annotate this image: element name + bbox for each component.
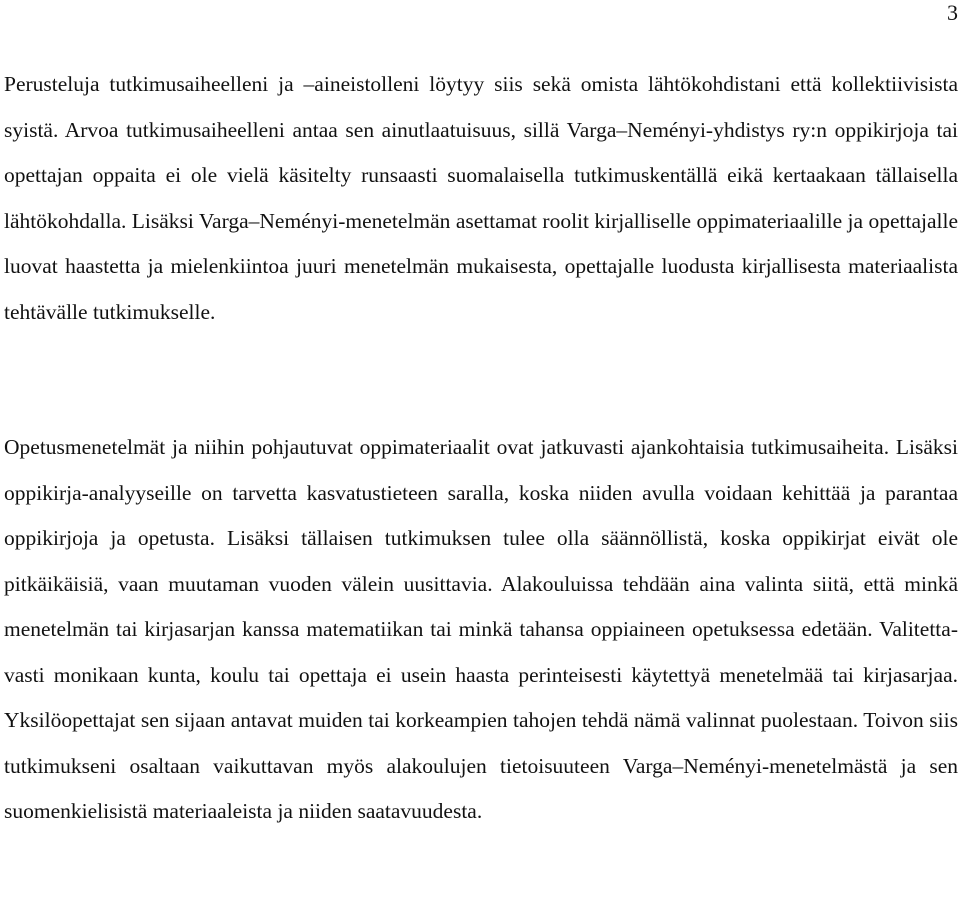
page-number: 3 (947, 0, 958, 25)
body-paragraph-1: Perusteluja tutkimusaiheelleni ja –aineistolleni löytyy siis sekä omista lähtökohdistani että kollektiivisista syistä. Arvoa tutkimusaiheelleni antaa sen ainutlaatuisuus, sillä Varga–Neményi-yhdistys ry:n oppikirjoja tai opettajan oppaita ei ole vielä käsitelty runsaasti suomalaisella tutkimuskentällä eikä kertaakaan tällaisella lähtökohdalla. Lisäksi Varga–Neményi-menetelmän asettamat roolit kirjalliselle oppimateriaalille ja opettajalle luovat haastetta ja mielenkiintoa juuri menetelmän mukaisesta, opettajalle luodusta kirjallisesta materiaalista tehtävälle tutkimukselle. (4, 72, 958, 324)
body-paragraph-2: Opetusmenetelmät ja niihin pohjautuvat oppimateriaalit ovat jatkuvasti ajankohtaisia tutkimusaiheita. Lisäksi oppikirja-analyyseille on tarvetta kasvatustieteen saralla, koska niiden avulla voidaan kehittää ja parantaa oppikirjoja ja opetusta. Lisäksi tällaisen tutkimuksen tulee olla säännöllistä, koska oppikirjat eivät ole pitkäikäisiä, vaan muutaman vuoden välein uusittavia. Alakouluissa tehdään aina valinta siitä, että minkä menetelmän tai kirjasarjan kanssa matematiikan tai minkä tahansa oppiaineen opetuksessa edetään. Valitettavasti monikaan kunta, koulu tai opettaja ei usein haasta perinteisesti käytettyä menetelmää tai kirjasarjaa. Yksilöopettajat sen sijaan antavat muiden tai korkeampien tahojen tehdä nämä valinnat puolestaan. Toivon siis tutkimukseni osaltaan vaikuttavan myös alakoulujen tietoisuuteen Varga–Neményi-menetelmästä ja sen suomenkielisistä materiaaleista ja niiden saatavuudesta. (4, 435, 958, 823)
